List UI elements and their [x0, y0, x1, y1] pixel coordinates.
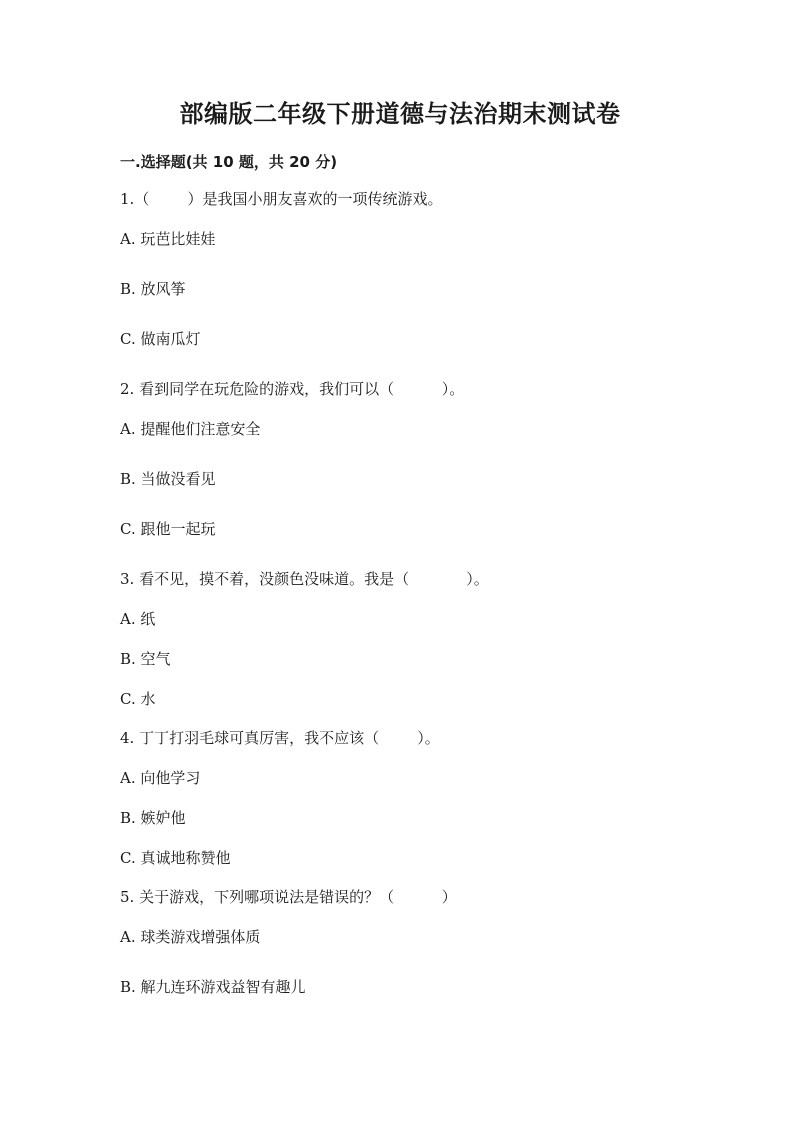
question-5-option-b: B. 解九连环游戏益智有趣儿 — [120, 978, 306, 996]
question-3-stem: 3. 看不见，摸不着，没颜色没味道。我是（ ）。 — [120, 570, 489, 588]
question-1-option-b: B. 放风筝 — [120, 280, 186, 298]
question-2-option-c: C. 跟他一起玩 — [120, 520, 216, 538]
question-2-option-a: A. 提醒他们注意安全 — [120, 420, 261, 438]
question-5-stem: 5. 关于游戏，下列哪项说法是错误的？（ ） — [120, 888, 457, 906]
question-1-option-a: A. 玩芭比娃娃 — [120, 230, 216, 248]
question-4-option-a: A. 向他学习 — [120, 769, 201, 787]
question-3-option-a: A. 纸 — [120, 610, 156, 628]
question-3-option-b: B. 空气 — [120, 650, 171, 668]
question-4-option-c: C. 真诚地称赞他 — [120, 849, 231, 867]
question-2-option-b: B. 当做没看见 — [120, 470, 216, 488]
question-5-option-a: A. 球类游戏增强体质 — [120, 928, 261, 946]
page-title: 部编版二年级下册道德与法治期末测试卷 — [179, 100, 621, 128]
question-1-stem: 1.（ ）是我国小朋友喜欢的一项传统游戏。 — [120, 190, 443, 208]
question-4-option-b: B. 嫉妒他 — [120, 809, 186, 827]
question-4-stem: 4. 丁丁打羽毛球可真厉害，我不应该（ ）。 — [120, 729, 440, 747]
question-1-option-c: C. 做南瓜灯 — [120, 330, 201, 348]
section-heading: 一.选择题(共 10 题，共 20 分) — [120, 153, 338, 171]
question-3-option-c: C. 水 — [120, 690, 156, 708]
question-2-stem: 2. 看到同学在玩危险的游戏，我们可以（ ）。 — [120, 380, 465, 398]
